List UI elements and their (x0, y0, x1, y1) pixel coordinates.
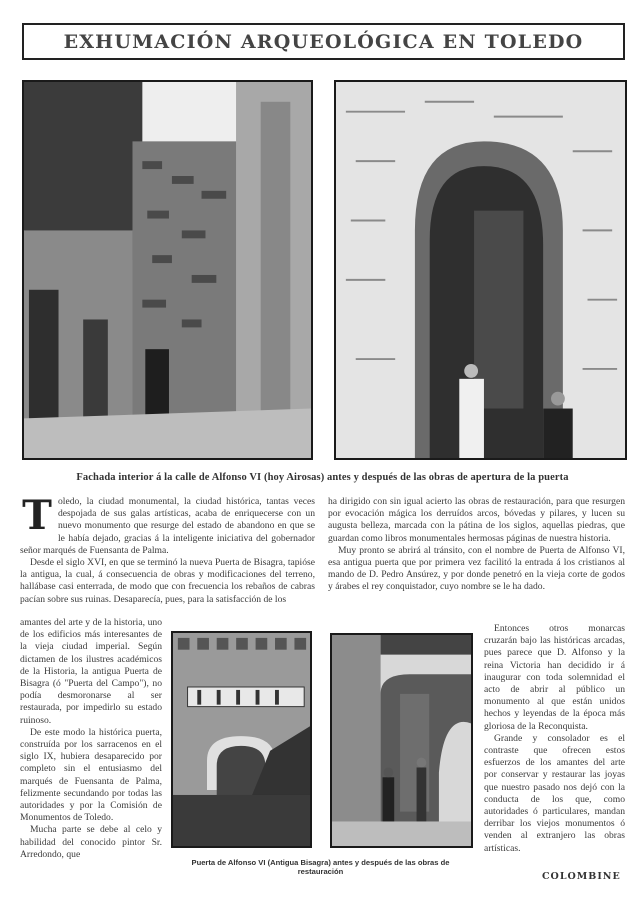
photo-gate-after (330, 633, 473, 848)
drop-cap: T (22, 492, 52, 539)
street-photo-image (24, 82, 311, 458)
paragraph: oledo, la ciudad monumental, la ciudad histórica, tantas veces despojada de sus galas artísticas, acaba de enriquecerse con un nuevo monumento que resurge del estado de abandono en que se le había dejado, gracias á la inteligente iniciativa del gobernador señor marqués de Fuensanta de Palma. (20, 496, 315, 556)
paragraph: ha dirigido con sin igual acierto las obras de restauración, para que resurgen por evocación mágica los derruídos arcos, bóvedas y pilares, y lucen su augusta belleza, marcada con la pátina de los siglos, aquellas piedras, que guardan como libros monumentales hermosas páginas de nuestra historia. (328, 496, 625, 544)
photo-gate-before (171, 631, 312, 848)
bottom-photos-caption: Puerta de Alfonso VI (Antigua Bisagra) antes y después de las obras de restauración (191, 858, 450, 876)
author-signature: COLOMBINE (542, 871, 621, 882)
gate-after-image (332, 635, 471, 846)
paragraph: Muy pronto se abrirá al tránsito, con el nombre de Puerta de Alfonso VI, esa antigua puerta que por primera vez facilitó la entrada á los cristianos al mando de D. Pedro Ansúrez, y por donde penetró en la vieja corte de godos y árabes el rey conquistador, cuyo nombre se le ha dado. (328, 544, 625, 593)
paragraph: amantes del arte y de la historia, uno de los edificios más interesantes de la vieja ciudad imperial. Según dictamen de los ilustres académicos de la Historia, la antigua Puerta de Bisagra (ó "Puerta del Campo"), no podía desmoronarse al ser restaurada, por impedirlo su estado ruinoso. (20, 617, 162, 726)
article-col1-narrow (20, 617, 162, 861)
paragraph: Desde el siglo XVI, en que se terminó la nueva Puerta de Bisagra, tapióse la antigua, la cual, á consecuencia de obras y modificaciones del terreno, hallábase casi enterrada, de modo que con frecuencia los rebaños de cabras pacían sobre sus ruinas. Desaparecía, pues, para la satisfacción de los (20, 557, 315, 605)
paragraph: Mucha parte se debe al celo y habilidad del conocido pintor Sr. Arredondo, que (20, 824, 162, 860)
article-col2-top (328, 496, 625, 594)
arch-photo-image (336, 82, 625, 458)
article-col1-top (20, 492, 315, 606)
paragraph: Entonces otros monarcas cruzarán bajo las históricas arcadas, pues parece que D. Alfonso y la reina Victoria han decidido ir á inaugurar con toda solemnidad el acto de abrir al público un monumento al que están unidos hechos y leyendas de la época más gloriosa de la Reconquista. (484, 623, 625, 732)
paragraph: De este modo la histórica puerta, construída por los sarracenos en el siglo IX, hubiera desaparecido por completo sin el entusiasmo del marqués de Fuensanta de Palma, felizmente secundando por todas las autoridades y por la Comisión de Monumentos de Toledo. (20, 726, 162, 824)
gate-before-image (173, 633, 310, 846)
photo-arch-after (334, 80, 627, 460)
paragraph: Grande y consolador es el contraste que ofrecen estos esfuerzos de los amantes del arte por conservar y restaurar las joyas que nuestro pasado nos dejó con la conducta de los que, como autoridades ó particulares, mandan derribar los viejos monumentos ó venden al extranjero las obras artísticas. (484, 732, 625, 854)
article-col3-narrow (484, 623, 625, 855)
page-title-box (22, 23, 625, 60)
page-title: EXHUMACIÓN ARQUEOLÓGICA EN TOLEDO (63, 30, 584, 53)
top-photos-caption: Fachada interior á la calle de Alfonso VI (hoy Airosas) antes y después de las obras de apertura de la puerta (76, 472, 569, 483)
photo-street-before (22, 80, 313, 460)
